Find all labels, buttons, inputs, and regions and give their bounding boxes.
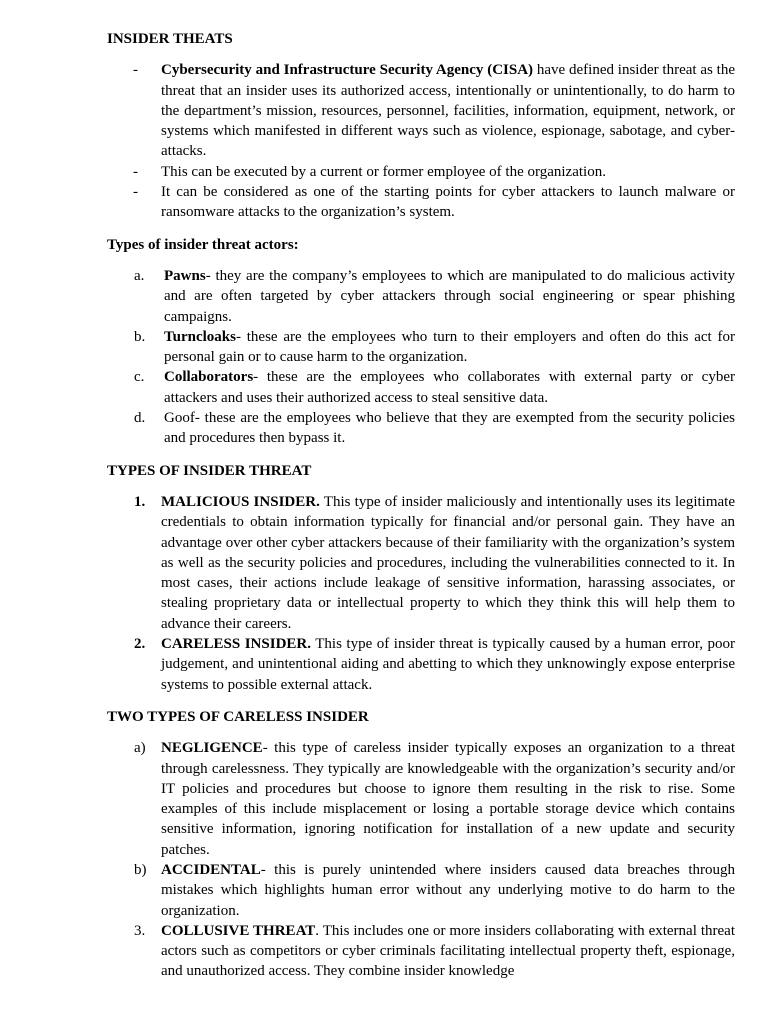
- list-marker: 2.: [134, 636, 146, 653]
- list-marker: 1.: [134, 493, 146, 510]
- list-item-term: Cybersecurity and Infrastructure Security Agency (CISA): [161, 62, 534, 79]
- list-marker: a.: [134, 267, 145, 284]
- list-marker: -: [133, 163, 138, 180]
- list-item-term: CARELESS INSIDER.: [161, 636, 311, 653]
- list-marker: -: [133, 184, 138, 201]
- list-item-text: This can be executed by a current or former employee of the organization.: [161, 163, 606, 180]
- list-item-term: ACCIDENTAL: [161, 861, 261, 878]
- actor-types-list: [107, 266, 735, 449]
- list-item-text: have defined insider threat as the threat that an insider uses its authorized access, intentionally or unintentionally, to do harm to the department’s mission, resources, personnel, facilities, information, equipment, network, or systems which manifested in different ways such as violence, espionage, sabotage, and cyber-attacks.: [161, 62, 735, 160]
- list-item-text: This type of insider threat is typically caused by a human error, poor judgement, and unintentional aiding and abetting to which they unknowingly expose enterprise systems to possible external attack.: [161, 636, 736, 693]
- list-item: [107, 182, 735, 223]
- document-page: [107, 29, 735, 982]
- section-heading-actor-types: Types of insider threat actors:: [107, 236, 299, 253]
- list-item: [107, 492, 735, 634]
- list-item: [107, 408, 735, 449]
- list-item-term: COLLUSIVE THREAT: [161, 922, 316, 939]
- list-item-text: - these are the employees who turn to their employers and often do this act for personal gain or to cause harm to the organization.: [164, 328, 735, 366]
- list-item: [107, 738, 735, 860]
- list-item-term: Turncloaks: [164, 328, 236, 345]
- list-marker: b): [134, 861, 147, 878]
- section-heading-insider-threat-types: TYPES OF INSIDER THREAT: [107, 462, 312, 479]
- list-item-term: Pawns: [164, 267, 206, 284]
- list-item: [107, 327, 735, 368]
- section-heading-insider-threats: INSIDER THEATS: [107, 31, 233, 47]
- list-item-text: Goof- these are the employees who believe that they are exempted from the security policies and procedures then bypass it.: [164, 410, 735, 447]
- list-item: [107, 860, 735, 921]
- list-item-text: - they are the company’s employees to which are manipulated to do malicious activity and are often targeted by cyber attackers through social engineering or spear phishing campaigns.: [164, 267, 735, 325]
- list-item: [107, 367, 735, 408]
- list-item-text: - these are the employees who collaborates with external party or cyber attackers and uses their authorized access to steal sensitive data.: [164, 369, 735, 406]
- list-item: [107, 634, 735, 695]
- list-item-term: NEGLIGENCE: [161, 740, 263, 757]
- list-item: [107, 266, 735, 327]
- careless-insider-types-list: [107, 738, 735, 982]
- list-marker: d.: [134, 410, 146, 427]
- list-item-text: . This includes one or more insiders collaborating with external threat actors such as competitors or cyber criminals facilitating intellectual property theft, espionage, and unauthorized access. They combine insider knowledge: [161, 922, 735, 980]
- insider-threat-types-list: [107, 492, 735, 695]
- list-marker: a): [134, 740, 146, 757]
- list-item-text: It can be considered as one of the starting points for cyber attackers to launch malware or ransomware attacks to the organization’s system.: [161, 184, 735, 221]
- list-item-term: MALICIOUS INSIDER.: [161, 493, 320, 510]
- list-item-term: Collaborators: [164, 369, 254, 386]
- insider-threats-list: [107, 60, 735, 222]
- list-item-text: This type of insider maliciously and intentionally uses its legitimate credentials to obtain information typically for financial and/or personal gain. They have an advantage over other cyber attackers because of their familiarity with the organization’s system as well as the security policies and procedures, including the vulnerabilities connected to it. In most cases, their actions include leakage of sensitive information, harassing associates, or stealing proprietary data or intellectual property to which they think this will help them to advance their careers.: [161, 493, 735, 632]
- list-item: [107, 162, 735, 182]
- list-item-text: - this is purely unintended where insiders caused data breaches through mistakes which highlights human error without any underlying motive to do harm to the organization.: [161, 861, 735, 919]
- list-item: [107, 60, 735, 161]
- list-item-text: - this type of careless insider typically exposes an organization to a threat through carelessness. They typically are knowledgeable with the organization’s security and/or IT policies and procedures but choose to ignore them resulting in the risk to rise. Some examples of this include misplacement or losing a portable storage device which contains sensitive information, ignoring notification for installation of a new update and security patches.: [161, 740, 735, 858]
- list-marker: 3.: [134, 922, 146, 939]
- section-heading-careless-insider-types: TWO TYPES OF CARELESS INSIDER: [107, 708, 369, 725]
- list-marker: -: [133, 62, 138, 79]
- list-marker: b.: [134, 328, 146, 345]
- list-item: [107, 921, 735, 982]
- list-marker: c.: [134, 369, 145, 386]
